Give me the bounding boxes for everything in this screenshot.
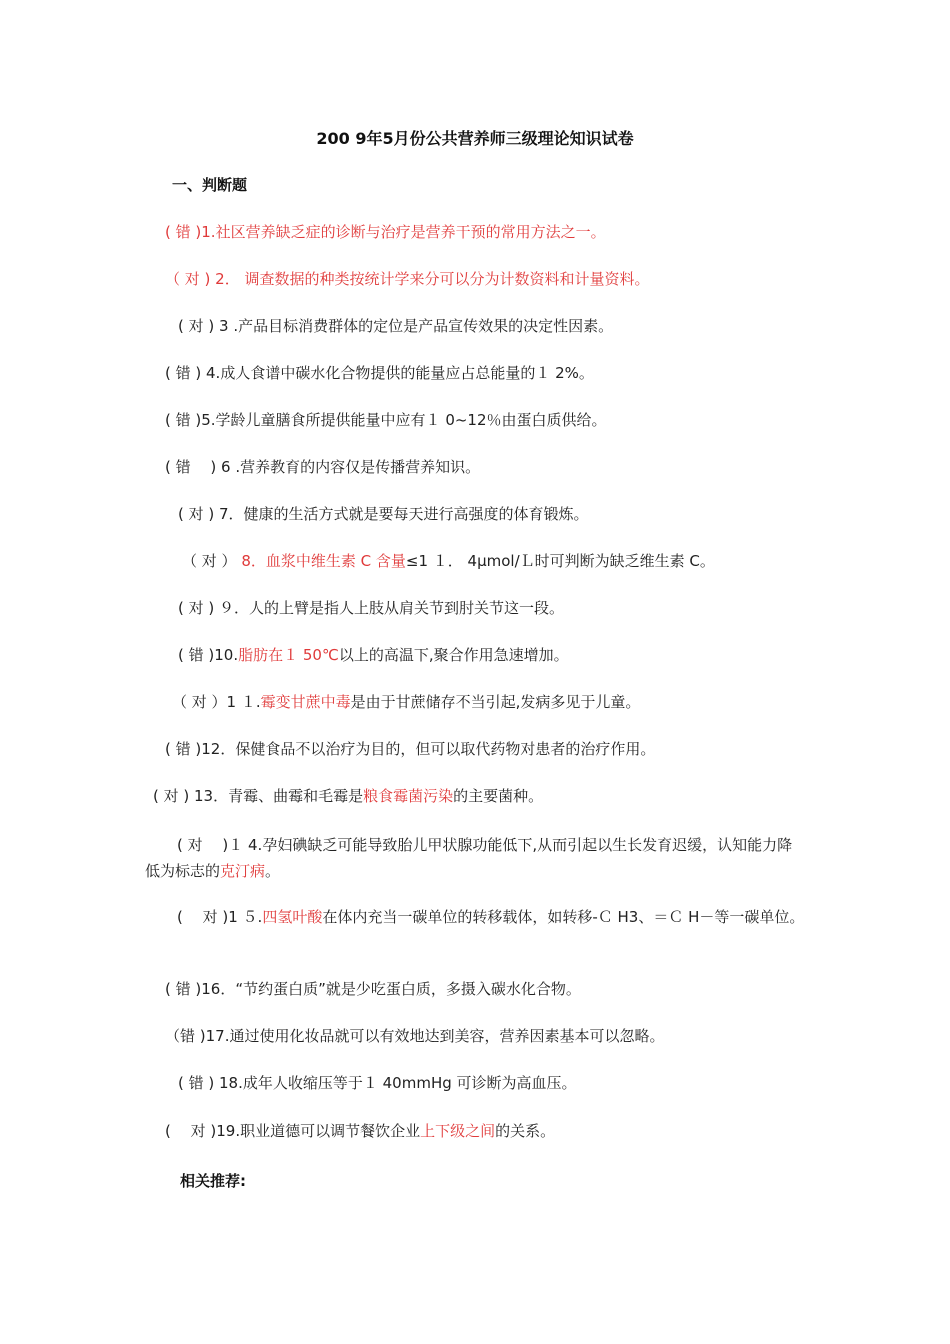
question-text: 的主要菌种。 — [453, 787, 544, 805]
related-recommendations: 相关推荐: — [180, 1172, 246, 1190]
question-text: 。 — [265, 862, 281, 880]
question-text: 是由于甘蔗储存不当引起,发病多见于儿童。 — [350, 693, 641, 711]
question-text: ( 错 ) 6 .营养教育的内容仅是传播营养知识。 — [165, 458, 481, 476]
question-item — [165, 220, 606, 244]
exam-title: 200 9年5月份公共营养师三级理论知识试卷 — [316, 129, 634, 148]
question-text: ( 对 )19.职业道德可以调节餐饮企业 — [165, 1122, 421, 1140]
question-text: ( 错 ) 4.成人食谱中碳水化合物提供的能量应占总能量的１ 2%。 — [165, 364, 594, 382]
question-item — [165, 361, 594, 385]
question-item — [165, 1119, 555, 1143]
question-text: ≤1 １． 4μmol/Ｌ时可判断为缺乏维生素 C。 — [405, 552, 715, 570]
question-item — [178, 596, 564, 620]
section-heading: 一、判断题 — [172, 176, 248, 194]
highlighted-text: 霉变甘蔗中毒 — [260, 693, 351, 711]
question-text: （错 )17.通过使用化妆品就可以有效地达到美容，营养因素基本可以忽略。 — [165, 1027, 665, 1045]
question-item — [165, 267, 649, 291]
highlighted-text: 克汀病 — [220, 862, 266, 880]
highlighted-text: 粮食霉菌污染 — [363, 787, 454, 805]
question-item — [165, 408, 607, 432]
question-text: （ 对 ） — [182, 552, 242, 570]
question-text: （ 对 ）1 １. — [172, 693, 261, 711]
question-text: 在体内充当一碳单位的转移载体，如转移-Ｃ H3、＝Ｃ H－等一碳单位。 — [322, 908, 805, 926]
question-text: 社区营养缺乏症的诊断与治疗是营养干预的常用方法之一。 — [215, 223, 606, 241]
question-text: ( 错 )12．保健食品不以治疗为目的，但可以取代药物对患者的治疗作用。 — [165, 740, 656, 758]
question-item — [145, 832, 805, 884]
question-item — [178, 502, 589, 526]
question-text: ( 错 )10. — [178, 646, 239, 664]
question-text: ( 错 )5.学龄儿童膳食所提供能量中应有１ 0~12％由蛋白质供给。 — [165, 411, 607, 429]
question-text: ( 对 )1 ５. — [177, 908, 263, 926]
question-text: ( 对 ) 13．青霉、曲霉和毛霉是 — [153, 787, 364, 805]
question-text: ( 对 )１ 4.孕妇碘缺乏可能导致胎儿甲状腺功能低下,从而引起以生长发育迟缓，认知能力降低为标志的 — [145, 836, 793, 880]
question-item — [178, 643, 569, 667]
question-text: 以上的高温下,聚合作用急速增加。 — [338, 646, 569, 664]
question-text: ( 对 ) ９．人的上臂是指人上肢从肩关节到肘关节这一段。 — [178, 599, 565, 617]
highlighted-text: 8．血浆中维生素 C 含量 — [241, 552, 406, 570]
question-text: ( 对 ) 3 .产品目标消费群体的定位是产品宣传效果的决定性因素。 — [178, 317, 614, 335]
question-text: ( 错 ) 18.成年人收缩压等于１ 40mmHg 可诊断为高血压。 — [178, 1074, 577, 1092]
question-item — [165, 737, 655, 761]
question-text: 的关系。 — [495, 1122, 556, 1140]
question-text: ( 错 )16．“节约蛋白质”就是少吃蛋白质，多摄入碳水化合物。 — [165, 980, 581, 998]
question-text: ( 错 )1. — [165, 223, 216, 241]
highlighted-text: 上下级之间 — [420, 1122, 496, 1140]
question-item — [165, 455, 480, 479]
question-item — [172, 690, 640, 714]
highlighted-text: 脂肪在１ 50℃ — [238, 646, 339, 664]
question-item — [153, 784, 543, 808]
question-item — [178, 314, 613, 338]
question-item — [165, 1024, 664, 1048]
question-item — [178, 1071, 577, 1095]
question-item — [182, 549, 715, 573]
question-text: （ 对 ) 2． 调查数据的种类按统计学来分可以分为计数资料和计量资料。 — [165, 270, 650, 288]
highlighted-text: 四氢叶酸 — [262, 908, 323, 926]
question-text: ( 对 ) 7．健康的生活方式就是要每天进行高强度的体育锻炼。 — [178, 505, 589, 523]
question-item — [165, 977, 581, 1001]
question-item — [145, 904, 805, 930]
